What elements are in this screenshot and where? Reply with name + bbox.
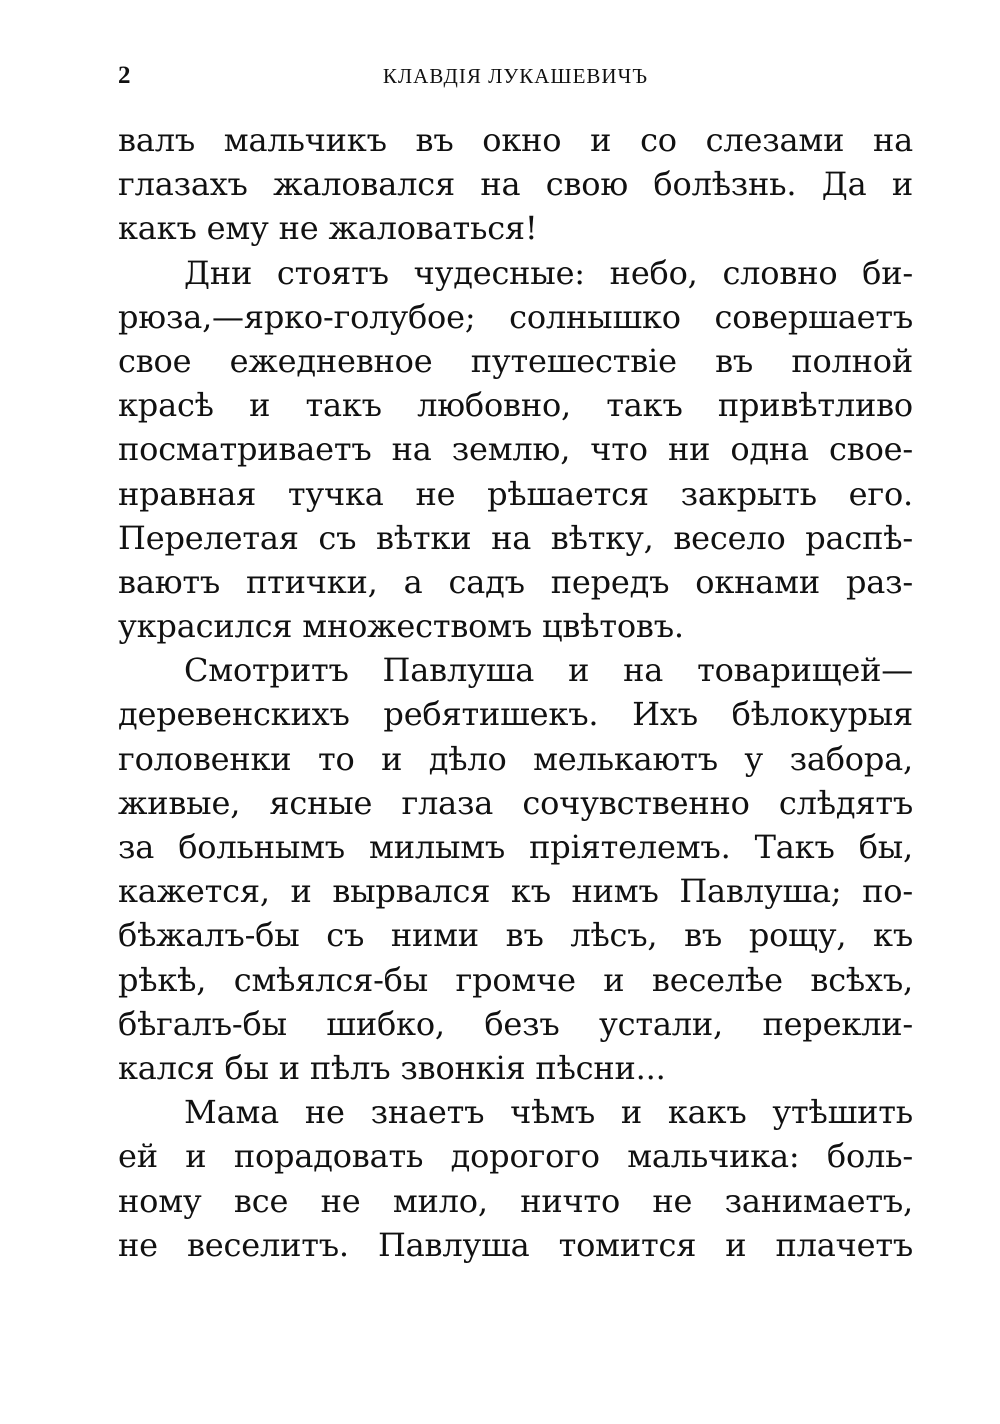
text-line: бѣжалъ-бы съ ними въ лѣсъ, въ рощу, къ — [118, 916, 913, 955]
text-line: рюза,—ярко-голубое; солнышко совершаетъ — [118, 297, 913, 336]
text-line: украсился множествомъ цвѣтовъ. — [118, 607, 684, 646]
text-line: Мама не знаетъ чѣмъ и какъ утѣшить — [184, 1093, 913, 1132]
text-line: не веселитъ. Павлуша томится и плачетъ — [118, 1225, 913, 1264]
text-line: Смотритъ Павлуша и на товарищей— — [184, 651, 913, 690]
text-line: бѣгалъ-бы шибко, безъ устали, перекли- — [118, 1004, 913, 1043]
text-line: ному все не мило, ничто не занимаетъ, — [118, 1181, 913, 1220]
text-line: посматриваетъ на землю, что ни одна свое- — [118, 430, 913, 469]
text-line: за больнымъ милымъ пріятелемъ. Такъ бы, — [118, 828, 913, 866]
text-line: нравная тучка не рѣшается закрыть его. — [118, 474, 913, 513]
body-text — [118, 118, 913, 1267]
text-line: Дни стоятъ чудесные: небо, словно би- — [184, 253, 913, 292]
text-line: кался бы и пѣлъ звонкія пѣсни... — [118, 1048, 666, 1087]
page-number: 2 — [118, 62, 131, 89]
text-line: рѣкѣ, смѣялся-бы громче и веселѣе всѣхъ, — [118, 960, 913, 999]
text-line: кажется, и вырвался къ нимъ Павлуша; по- — [118, 872, 913, 911]
text-line: красѣ и такъ любовно, такъ привѣтливо — [118, 386, 913, 425]
text-line: головенки то и дѣло мелькаютъ у забора, — [118, 739, 913, 778]
text-line: ваютъ птички, а садъ передъ окнами раз- — [118, 562, 913, 601]
text-line: глазахъ жаловался на свою болѣзнь. Да и — [118, 165, 913, 204]
text-line: валъ мальчикъ въ окно и со слезами на — [118, 121, 913, 159]
text-line: деревенскихъ ребятишекъ. Ихъ бѣлокурыя — [118, 695, 913, 734]
text-line: Перелетая съ вѣтки на вѣтку, весело распѣ- — [118, 518, 913, 557]
running-title: КЛАВДІЯ ЛУКАШЕВИЧЪ — [382, 64, 649, 88]
text-line: ей и порадовать дорогого мальчика: боль- — [118, 1137, 913, 1176]
text-line: какъ ему не жаловаться! — [118, 209, 538, 248]
running-header — [118, 62, 913, 92]
text-line: свое ежедневное путешествіе въ полной — [118, 341, 913, 380]
text-line: живые, ясные глаза сочувственно слѣдятъ — [118, 783, 913, 822]
